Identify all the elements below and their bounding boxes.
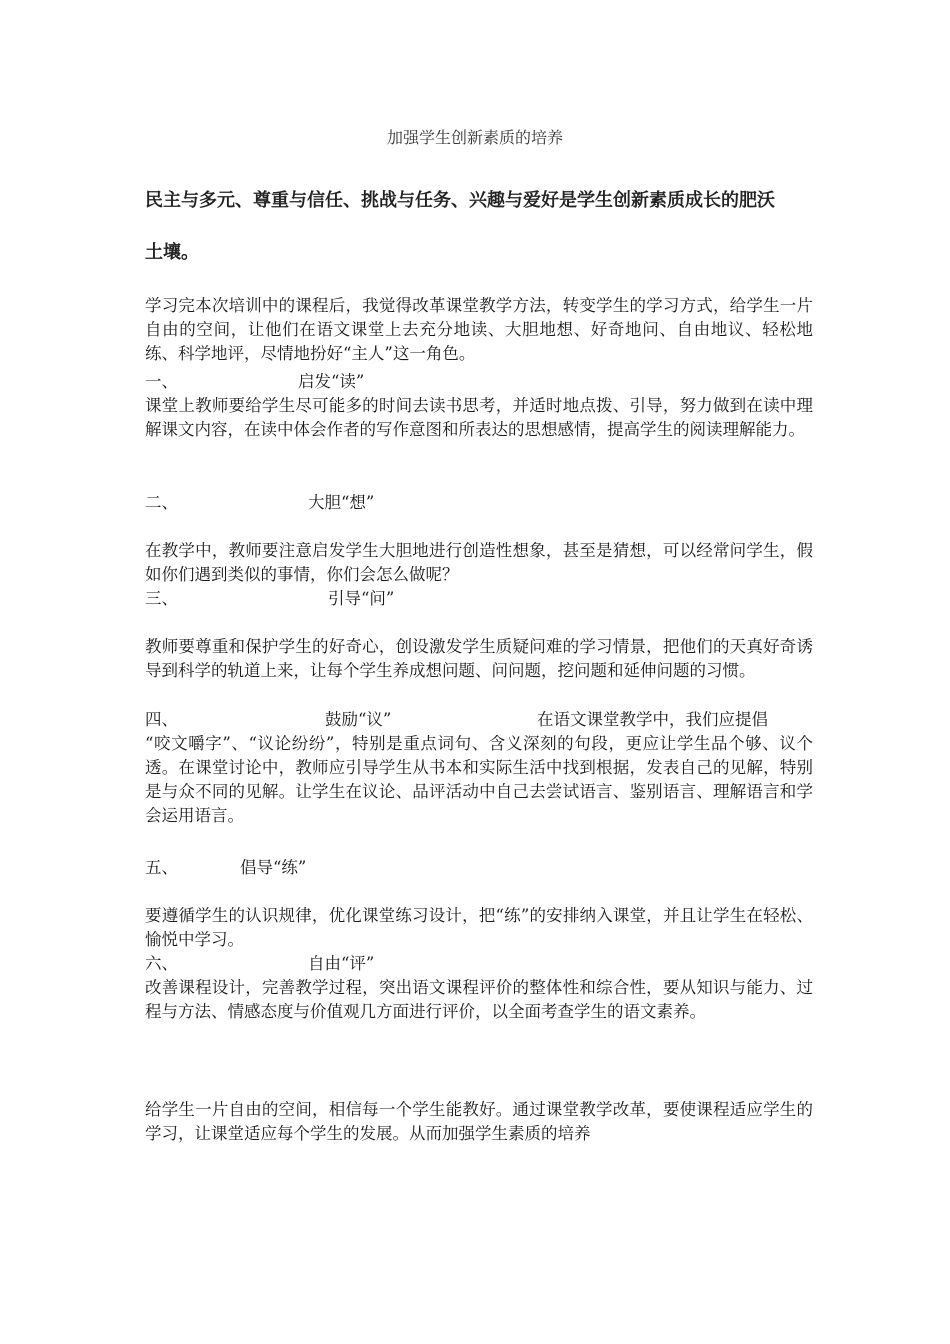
document-title: 加强学生创新素质的培养: [386, 128, 563, 147]
section-heading-6: [145, 952, 375, 976]
subtitle-line-1: 民主与多元、尊重与信任、挑战与任务、兴趣与爱好是学生创新素质成长的肥沃: [145, 190, 775, 211]
section-label: 鼓励“议”: [325, 710, 392, 729]
section-body-4: “咬文嚼字”、“议论纷纷”，特别是重点词句、含义深刻的句段，更应让学生品个够、议个透。在课堂讨论中，教师应引导学生从书本和实际生活中找到根据，发表自己的见解，特别是与众不同的见解。让学生在议论、品评活动中自己去尝试语言、鉴别语言、理解语言和学会运用语言。: [145, 734, 813, 825]
section-body-3: 教师要尊重和保护学生的好奇心，创设激发学生质疑问难的学习情景，把他们的天真好奇诱导到科学的轨道上来，让每个学生养成想问题、问问题，挖问题和延伸问题的习惯。: [145, 637, 813, 680]
section-heading-1: [145, 370, 365, 394]
section-body-5: 要遵循学生的认识规律，优化课堂练习设计，把“练”的安排纳入课堂，并且让学生在轻松、愉悦中学习。: [145, 906, 813, 949]
section-label: 自由“评”: [308, 954, 375, 973]
section-label: 大胆“想”: [308, 493, 375, 512]
section-body-2: 在教学中，教师要注意启发学生大胆地进行创造性想象，甚至是猜想，可以经常问学生，假如你们遇到类似的事情，你们会怎么做呢？: [145, 541, 813, 584]
section-number: 二、: [145, 493, 178, 512]
section-number: 三、: [145, 589, 178, 608]
section-heading-3: [145, 587, 395, 611]
section-number: 六、: [145, 954, 178, 973]
intro-paragraph: 学习完本次培训中的课程后，我觉得改革课堂教学方法，转变学生的学习方式，给学生一片自由的空间，让他们在语文课堂上去充分地读、大胆地想、好奇地问、自由地议、轻松地练、科学地评，尽情地扮好“主人”这一角色。: [145, 296, 813, 363]
section-heading-5: [145, 856, 307, 880]
section-label: 引导“问”: [328, 589, 395, 608]
section-label: 倡导“练”: [240, 858, 307, 877]
section-body-6: 改善课程设计，完善教学过程，突出语文课程评价的整体性和综合性，要从知识与能力、过程与方法、情感态度与价值观几方面进行评价，以全面考查学生的语文素养。: [145, 978, 813, 1021]
section-number: 一、: [145, 372, 178, 391]
section-body-1: 课堂上教师要给学生尽可能多的时间去读书思考，并适时地点拨、引导，努力做到在读中理解课文内容，在读中体会作者的写作意图和所表达的思想感情，提高学生的阅读理解能力。: [145, 396, 813, 439]
section-number: 四、: [145, 710, 178, 729]
section-heading-2: [145, 491, 375, 515]
conclusion-paragraph: 给学生一片自由的空间，相信每一个学生能教好。通过课堂教学改革，要使课程适应学生的学习，让课堂适应每个学生的发展。从而加强学生素质的培养: [145, 1100, 813, 1143]
section-number: 五、: [145, 858, 178, 877]
subtitle-line-2: 土壤。: [145, 242, 199, 263]
section-inline-text: 在语文课堂教学中，我们应提倡: [537, 710, 768, 729]
section-heading-4: [145, 708, 768, 732]
section-label: 启发“读”: [298, 372, 365, 391]
